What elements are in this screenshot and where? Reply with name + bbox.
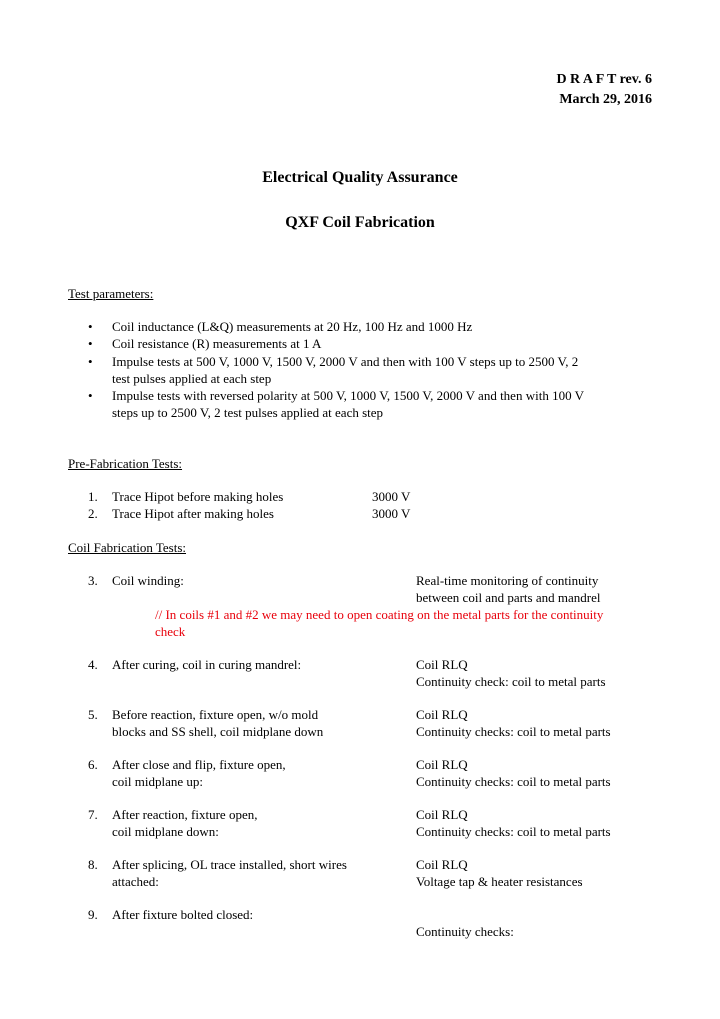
- item-number: 2.: [88, 506, 98, 521]
- item-check: Continuity checks:: [416, 924, 514, 939]
- item-check: Voltage tap & heater resistances: [416, 874, 583, 889]
- coil-fab-heading: Coil Fabrication Tests:: [68, 540, 187, 555]
- item-text: After close and flip, fixture open,: [112, 757, 286, 772]
- item-check: Coil RLQ: [416, 857, 468, 872]
- item-check: Continuity check: coil to metal parts: [416, 674, 606, 689]
- bullet-text: Impulse tests at 500 V, 1000 V, 1500 V, 2000 V and then with 100 V steps up to 2500 V, 2: [112, 354, 579, 369]
- item-number: 7.: [88, 807, 98, 822]
- item-text: Trace Hipot before making holes: [112, 489, 284, 504]
- item-check: Coil RLQ: [416, 707, 468, 722]
- item-check: Continuity checks: coil to metal parts: [416, 824, 611, 839]
- item-number: 8.: [88, 857, 98, 872]
- bullet-text: Coil inductance (L&Q) measurements at 20 Hz, 100 Hz and 1000 Hz: [112, 319, 473, 334]
- item-number: 9.: [88, 907, 98, 922]
- page-title: Electrical Quality Assurance: [262, 169, 458, 186]
- item-text: Before reaction, fixture open, w/o mold: [112, 707, 319, 722]
- item-text: coil midplane down:: [112, 824, 219, 839]
- draft-revision: D R A F T rev. 6: [556, 72, 652, 87]
- bullet-icon: •: [88, 336, 93, 351]
- item-number: 4.: [88, 657, 98, 672]
- item-number: 6.: [88, 757, 98, 772]
- page-subtitle: QXF Coil Fabrication: [285, 214, 435, 231]
- bullet-text-continued: steps up to 2500 V, 2 test pulses applied at each step: [112, 405, 384, 420]
- bullet-text-continued: test pulses applied at each step: [112, 371, 272, 386]
- item-text: coil midplane up:: [112, 774, 203, 789]
- item-text: After curing, coil in curing mandrel:: [112, 657, 302, 672]
- draft-date: March 29, 2016: [559, 92, 652, 107]
- item-number: 3.: [88, 573, 98, 588]
- item-text: blocks and SS shell, coil midplane down: [112, 724, 324, 739]
- bullet-icon: •: [88, 354, 93, 369]
- item-value: 3000 V: [372, 506, 411, 521]
- item-check: Continuity checks: coil to metal parts: [416, 724, 611, 739]
- bullet-icon: •: [88, 388, 93, 403]
- item-check: Continuity checks: coil to metal parts: [416, 774, 611, 789]
- bullet-text: Impulse tests with reversed polarity at 500 V, 1000 V, 1500 V, 2000 V and then with 100 V: [112, 388, 584, 403]
- item-text: After fixture bolted closed:: [112, 907, 254, 922]
- red-note: // In coils #1 and #2 we may need to open coating on the metal parts for the continuity: [155, 607, 604, 622]
- draft-header: [556, 70, 652, 110]
- item-text: After splicing, OL trace installed, short wires: [112, 857, 347, 872]
- item-check: Coil RLQ: [416, 657, 468, 672]
- item-check: Coil RLQ: [416, 807, 468, 822]
- item-text: After reaction, fixture open,: [112, 807, 258, 822]
- bullet-icon: •: [88, 319, 93, 334]
- item-text: Coil winding:: [112, 573, 184, 588]
- item-text: Trace Hipot after making holes: [112, 506, 274, 521]
- item-check: between coil and parts and mandrel: [416, 590, 601, 605]
- item-check: Coil RLQ: [416, 757, 468, 772]
- bullet-text: Coil resistance (R) measurements at 1 A: [112, 336, 322, 351]
- item-value: 3000 V: [372, 489, 411, 504]
- item-check: Real-time monitoring of continuity: [416, 573, 599, 588]
- test-parameters-heading: Test parameters:: [68, 286, 154, 301]
- pre-fab-heading: Pre-Fabrication Tests:: [68, 456, 183, 471]
- item-text: attached:: [112, 874, 159, 889]
- red-note-continued: check: [155, 624, 186, 639]
- item-number: 1.: [88, 489, 98, 504]
- item-number: 5.: [88, 707, 98, 722]
